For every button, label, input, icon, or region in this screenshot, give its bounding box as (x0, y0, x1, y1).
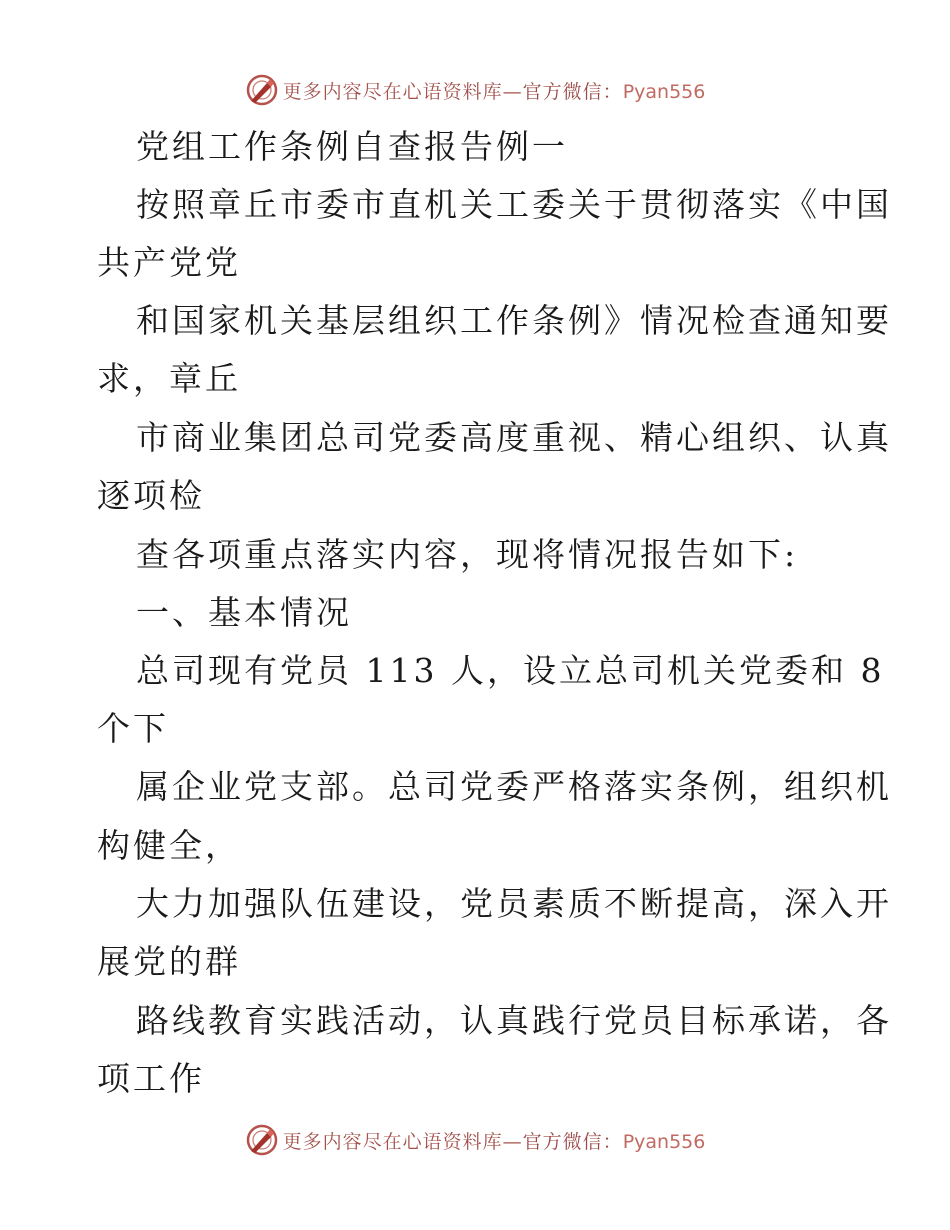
banner-wechat-id: Pyan556 (622, 80, 706, 103)
banner-wechat-label: 官方微信： (522, 80, 623, 103)
doc-line: 查各项重点落实内容，现将情况报告如下: (136, 535, 799, 574)
doc-line: 属企业党支部。总司党委严格落实条例，组织机 (136, 767, 892, 806)
pen-logo-icon (245, 1123, 279, 1157)
doc-line: 求，章丘 (97, 359, 241, 398)
banner-site-name: 更多内容尽在心语资料库 (282, 1130, 503, 1153)
doc-line: 市商业集团总司党委高度重视、精心组织、认真 (136, 418, 892, 457)
doc-title: 党组工作条例自查报告例一 (136, 127, 568, 166)
doc-line: 路线教育实践活动，认真践行党员目标承诺，各 (136, 1001, 892, 1040)
doc-line: 按照章丘市委市直机关工委关于贯彻落实《中国 (136, 185, 892, 224)
doc-line: 总司现有党员 113 人，设立总司机关党委和 8 (136, 651, 885, 690)
doc-line: 共产党党 (97, 243, 241, 282)
banner-wechat-label: 官方微信： (522, 1130, 623, 1153)
header-watermark-banner (0, 70, 950, 110)
doc-line: 项工作 (97, 1059, 205, 1098)
section-heading: 一、基本情况 (136, 593, 352, 632)
doc-line: 构健全， (97, 826, 241, 865)
doc-line: 个下 (97, 709, 169, 748)
banner-dash: — (502, 80, 523, 103)
doc-line: 展党的群 (97, 942, 241, 981)
doc-line: 逐项检 (97, 476, 205, 515)
pen-logo-icon (245, 73, 279, 107)
banner-wechat-id: Pyan556 (622, 1130, 706, 1153)
footer-watermark-banner (0, 1120, 950, 1160)
doc-line: 和国家机关基层组织工作条例》情况检查通知要 (136, 301, 892, 340)
banner-dash: — (502, 1130, 523, 1153)
banner-site-name: 更多内容尽在心语资料库 (282, 80, 503, 103)
banner-text (283, 77, 706, 104)
doc-line: 大力加强队伍建设，党员素质不断提高，深入开 (136, 884, 892, 923)
banner-text (283, 1127, 706, 1154)
